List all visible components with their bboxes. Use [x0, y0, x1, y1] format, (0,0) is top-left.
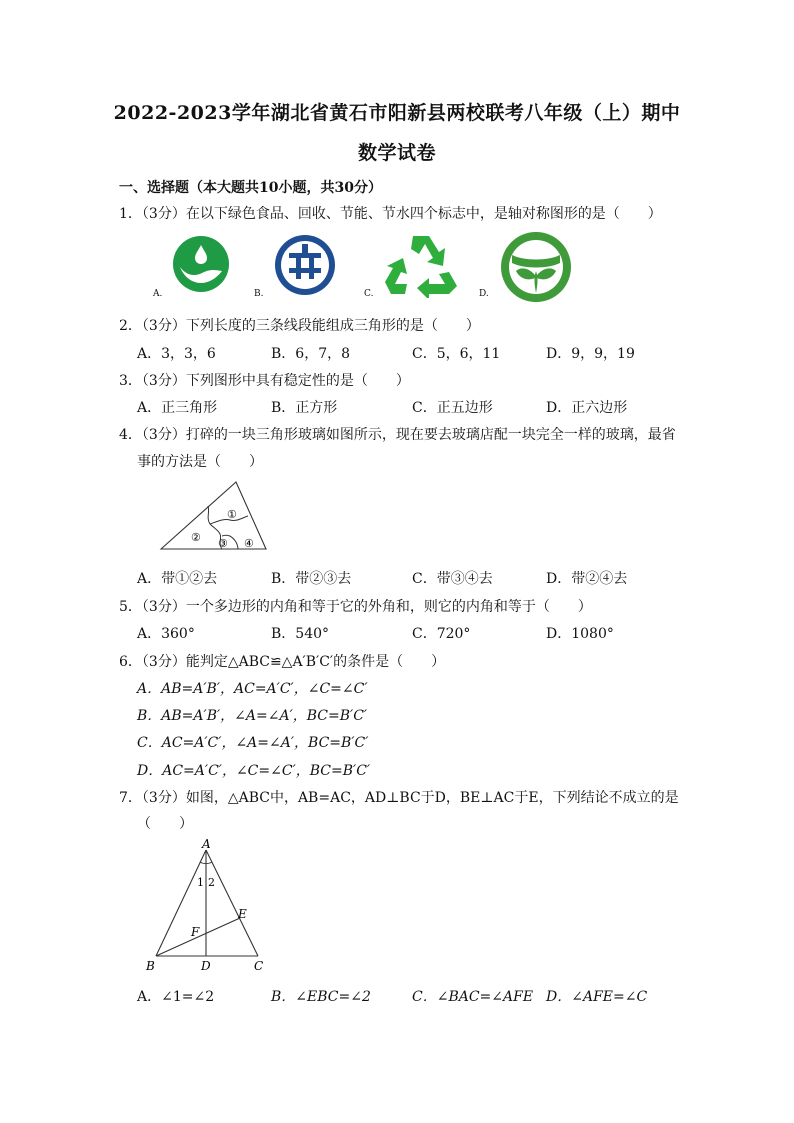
piece-3-label: ③ [218, 537, 228, 550]
section-header: 一、选择题（本大题共10小题，共30分） [119, 180, 382, 196]
question-3-option-d[interactable]: D．正六边形 [546, 400, 628, 416]
vertex-a-label: A [202, 837, 211, 851]
angle-2-label: 2 [208, 876, 215, 889]
piece-2-label: ② [191, 531, 201, 544]
option-b-label: B. [254, 289, 264, 299]
question-3-option-a[interactable]: A．正三角形 [137, 400, 218, 416]
question-6-option-c[interactable]: C．AC=A′C′，∠A=∠A′，BC=B′C′ [137, 735, 369, 751]
piece-4-label: ④ [244, 537, 254, 550]
question-1-stem: 1．（3分）在以下绿色食品、回收、节能、节水四个标志中，是轴对称图形的是（ ） [119, 206, 662, 222]
question-2-option-d[interactable]: D．9，9，19 [546, 346, 635, 362]
question-2-option-b[interactable]: B．6，7，8 [271, 346, 351, 362]
recycle-arrows-icon [383, 232, 459, 298]
question-7-stem-line2: （ ） [137, 816, 193, 832]
question-5-option-b[interactable]: B．540° [271, 626, 330, 642]
broken-glass-triangle-figure [158, 478, 270, 552]
question-2-stem: 2．（3分）下列长度的三条线段能组成三角形的是（ ） [119, 318, 480, 334]
angle-1-label: 1 [197, 876, 204, 889]
question-4-option-c[interactable]: C．带③④去 [412, 571, 493, 587]
vertex-b-label: B [146, 959, 155, 973]
question-4-option-d[interactable]: D．带②④去 [546, 571, 628, 587]
question-3-option-c[interactable]: C．正五边形 [412, 400, 493, 416]
question-2-option-c[interactable]: C．5，6，11 [412, 346, 501, 362]
question-6-option-a[interactable]: A．AB=A′B′，AC=A′C′，∠C=∠C′ [137, 681, 368, 697]
question-7-option-b[interactable]: B．∠EBC=∠2 [271, 989, 371, 1005]
option-d-label: D. [479, 289, 489, 299]
point-d-label: D [201, 959, 211, 973]
question-4-option-b[interactable]: B．带②③去 [271, 571, 352, 587]
question-5-option-d[interactable]: D．1080° [546, 626, 614, 642]
question-2-option-a[interactable]: A．3，3，6 [137, 346, 216, 362]
energy-saving-logo-icon [274, 234, 336, 296]
question-4-option-a[interactable]: A．带①②去 [137, 571, 218, 587]
question-4-stem-line1: 4．（3分）打碎的一块三角形玻璃如图所示，现在要去玻璃店配一块完全一样的玻璃，最省 [119, 427, 676, 443]
question-7-option-c[interactable]: C．∠BAC=∠AFE [412, 989, 534, 1005]
question-3-option-b[interactable]: B．正方形 [271, 400, 338, 416]
question-6-stem: 6．（3分）能判定△ABC≌△A′B′C′的条件是（ ） [119, 654, 446, 670]
page-subtitle: 数学试卷 [357, 142, 436, 164]
question-7-option-d[interactable]: D．∠AFE=∠C [546, 989, 648, 1005]
question-6-option-d[interactable]: D．AC=A′C′，∠C=∠C′，BC=B′C′ [137, 763, 371, 779]
vertex-c-label: C [254, 959, 264, 973]
question-7-option-a[interactable]: A．∠1=∠2 [137, 989, 215, 1005]
green-food-leaf-icon [500, 231, 572, 303]
option-a-label: A. [153, 289, 163, 299]
question-5-option-a[interactable]: A．360° [137, 626, 195, 642]
question-5-stem: 5．（3分）一个多边形的内角和等于它的外角和，则它的内角和等于（ ） [119, 599, 592, 615]
question-6-option-b[interactable]: B．AB=A′B′，∠A=∠A′，BC=B′C′ [137, 708, 368, 724]
page-title: 2022-2023学年湖北省黄石市阳新县两校联考八年级（上）期中 [113, 102, 681, 124]
triangle-abc-figure [142, 836, 272, 976]
point-e-label: E [238, 907, 247, 921]
option-c-label: C. [364, 289, 374, 299]
piece-1-label: ① [227, 508, 237, 521]
question-5-option-c[interactable]: C．720° [412, 626, 471, 642]
point-f-label: F [191, 925, 200, 939]
question-4-stem-line2: 事的方法是（ ） [137, 454, 263, 470]
question-3-stem: 3．（3分）下列图形中具有稳定性的是（ ） [119, 373, 410, 389]
question-1-figure [140, 228, 590, 303]
green-food-water-drop-icon [172, 235, 230, 293]
question-7-stem-line1: 7．（3分）如图，△ABC中，AB=AC，AD⊥BC于D，BE⊥AC于E，下列结论不成立的是 [119, 790, 679, 806]
